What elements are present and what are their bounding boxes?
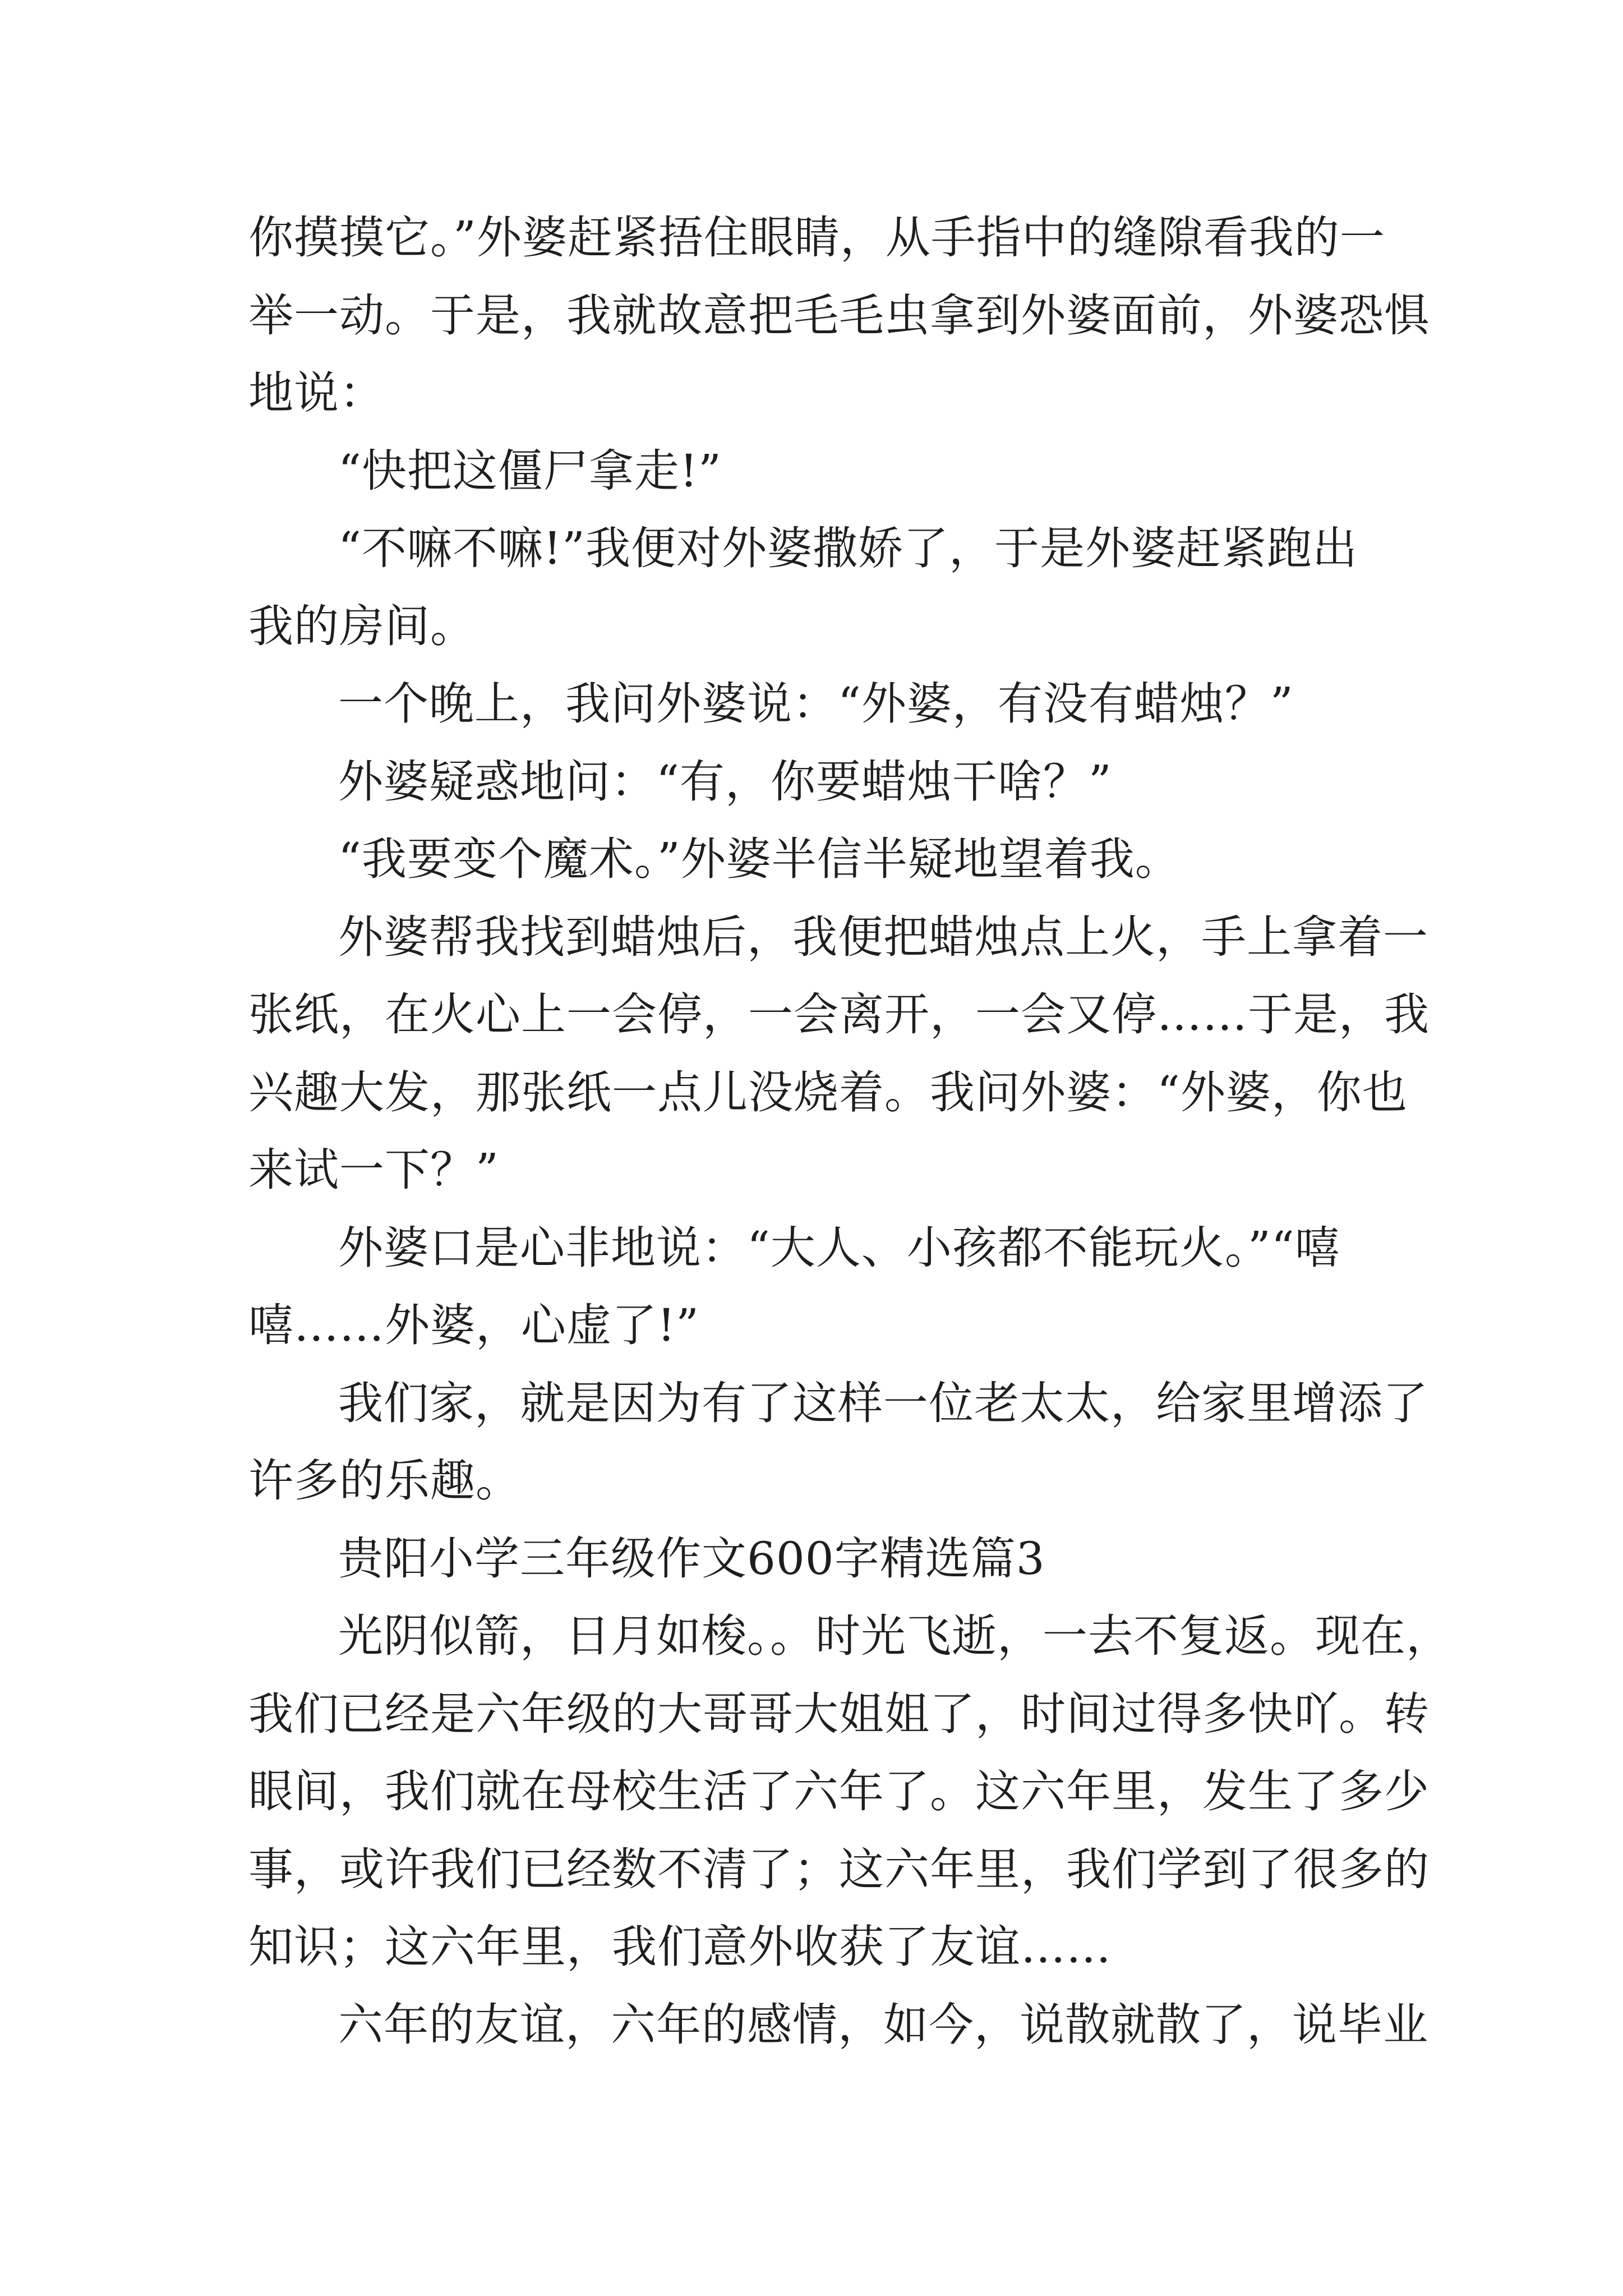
text-line: 我的房间。 (248, 600, 476, 652)
text-line: 光阴似箭，日月如梭。。时光飞逝，一去不复返。现在， (338, 1610, 1451, 1662)
text-line: 外婆疑惑地问：“有，你要蜡烛干啥？” (338, 755, 1112, 808)
text-line: “快把这僵尸拿走!” (338, 444, 722, 497)
text-line: “不嘛不嘛!”我便对外婆撒娇了，于是外婆赶紧跑出 (338, 522, 1358, 574)
text-line: 事，或许我们已经数不清了；这六年里，我们学到了很多的 (248, 1843, 1430, 1895)
text-line: 地说： (248, 367, 385, 419)
text-line: 外婆口是心非地说：“大人、小孩都不能玩火。”“嘻 (338, 1221, 1340, 1274)
text-line: 兴趣大发，那张纸一点儿没烧着。我问外婆：“外婆，你也 (248, 1066, 1408, 1119)
text-line: 一个晚上，我问外婆说：“外婆，有没有蜡烛？” (338, 678, 1294, 730)
text-line: 眼间，我们就在母校生活了六年了。这六年里，发生了多少 (248, 1765, 1430, 1818)
text-line: 外婆帮我找到蜡烛后，我便把蜡烛点上火，手上拿着一 (338, 910, 1428, 963)
text-line: 六年的友谊，六年的感情，如今，说散就散了，说毕业 (338, 1998, 1428, 2051)
text-line: 举一动。于是，我就故意把毛毛虫拿到外婆面前，外婆恐惧 (248, 289, 1430, 342)
text-line: 你摸摸它。”外婆赶紧捂住眼睛，从手指中的缝隙看我的一 (248, 211, 1385, 264)
text-line: 知识；这六年里，我们意外收获了友谊…… (248, 1921, 1112, 1973)
text-line: 来试一下？” (248, 1144, 499, 1196)
text-line: 张纸，在火心上一会停，一会离开，一会又停……于是，我 (248, 988, 1430, 1041)
body-text (248, 199, 1451, 2064)
text-line: “我要变个魔术。”外婆半信半疑地望着我。 (338, 833, 1181, 885)
text-line: 嘻……外婆，心虚了!” (248, 1299, 700, 1351)
text-line: 许多的乐趣。 (248, 1455, 521, 1507)
text-line: 我们已经是六年级的大哥哥大姐姐了，时间过得多快吖。转 (248, 1687, 1430, 1740)
text-line: 我们家，就是因为有了这样一位老太太，给家里增添了 (338, 1377, 1428, 1429)
text-line: 贵阳小学三年级作文600字精选篇3 (338, 1532, 1045, 1585)
